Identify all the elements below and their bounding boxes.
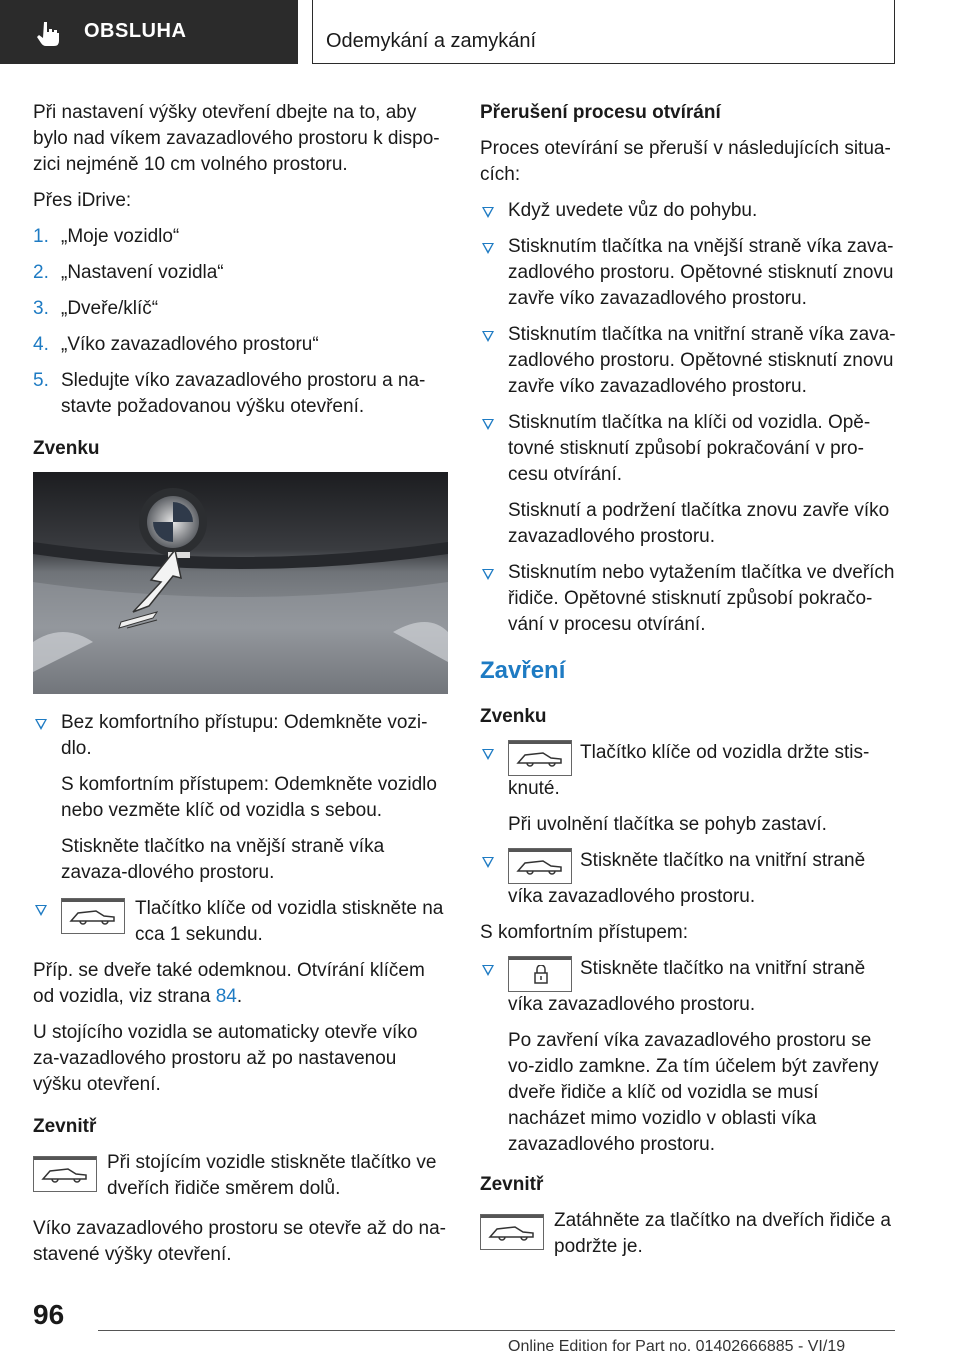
bullet-triangle-icon	[35, 905, 47, 916]
heading-zevnitr-right: Zevnitř	[480, 1174, 544, 1195]
heading-interrupt: Přerušení procesu otvírání	[480, 102, 721, 123]
heading-zvenku: Zvenku	[33, 438, 100, 459]
bullet-triangle-icon	[35, 719, 47, 730]
list-item: Stisknutím tlačítka na vnější straně víka zava-zadlového prostoru. Opětovné stisknutí znovu zavře víko zavazadlového prostoru.	[480, 234, 898, 312]
list-item: Stiskněte tlačítko na vnitřní straně víka zavazadlového prostoru.	[480, 848, 898, 910]
intro-paragraph: Při nastavení výšky otevření dbejte na to, aby bylo nad víkem zavazadlového prostoru k dispo-zici nejméně 10 cm volného prostoru.	[33, 102, 440, 175]
comfort-label: S komfortním přístupem:	[480, 922, 689, 943]
car-trunk-icon	[61, 898, 125, 934]
list-item: 1. „Moje vozidlo“	[33, 226, 180, 247]
standing-paragraph: U stojícího vozidla se automaticky otevře víko za-vazadlového prostoru až po nastavenou výšku otevření.	[33, 1022, 418, 1095]
list-item: Tlačítko klíče od vozidla stiskněte na cca 1 sekundu.	[33, 896, 448, 948]
list-item: Stisknutím tlačítka na vnitřní straně víka zava-zadlového prostoru. Opětovné stisknutí znovu zavře víko zavazadlového prostoru.	[480, 322, 898, 400]
car-trunk-icon	[508, 848, 572, 884]
final-paragraph: Víko zavazadlového prostoru se otevře až do na-stavené výšky otevření.	[33, 1218, 446, 1265]
bullet-triangle-icon	[482, 331, 494, 342]
car-trunk-icon	[33, 1156, 97, 1192]
list-item: 2. „Nastavení vozidla“	[33, 262, 224, 283]
heading-zevnitr: Zevnitř	[33, 1116, 97, 1137]
page-number: 96	[33, 1299, 65, 1330]
interrupt-paragraph: Proces otevírání se přeruší v následujících situa-cích:	[480, 138, 891, 185]
section-label: OBSLUHA	[84, 20, 187, 42]
edition-text: Online Edition for Part no. 01402666885 - VI/19	[508, 1338, 846, 1355]
inside-instruction-right: Zatáhněte za tlačítko na dveřích řidiče a podržte je.	[480, 1208, 898, 1260]
list-item: Stiskněte tlačítko na vnitřní straně víka zavazadlového prostoru. Po zavření víka zavazadlového prostoru se vo-zidlo zamkne. Za tím účelem být zavřeny dveře řidiče a klíč od vozidla se musí nacházet mimo vozidlo v oblasti víka zavazadlového prostoru.	[480, 956, 898, 1158]
section-tab	[0, 0, 298, 64]
bullet-triangle-icon	[482, 857, 494, 868]
heading-zvenku-right: Zvenku	[480, 706, 547, 727]
footer-divider	[98, 1330, 895, 1331]
car-trunk-icon	[480, 1214, 544, 1250]
car-trunk-icon	[508, 740, 572, 776]
trunk-photo	[33, 472, 448, 694]
page-link[interactable]: 84	[215, 986, 237, 1007]
inside-instruction: Při stojícím vozidle stiskněte tlačítko ve dveřích řidiče směrem dolů.	[33, 1150, 448, 1202]
hand-pointer-icon	[36, 20, 64, 46]
alt-paragraph: Příp. se dveře také odemknou. Otvírání klíčem od vozidla, viz strana 84.	[33, 960, 425, 1007]
right-column	[480, 100, 898, 1270]
list-item: Stisknutím tlačítka na klíči od vozidla. Opě-tovné stisknutí způsobí pokračování v pro-cesu otvírání. Stisknutí a podržení tlačítka znovu zavře víko zavazadlového prostoru.	[480, 410, 898, 550]
page-header	[0, 0, 960, 66]
list-item: Stisknutím nebo vytažením tlačítka ve dveřích řidiče. Opětovné stisknutí způsobí pokračo-vání v procesu otvírání.	[480, 560, 898, 638]
list-item: 3. „Dveře/klíč“	[33, 298, 159, 319]
bullet-triangle-icon	[482, 749, 494, 760]
lock-icon	[508, 956, 572, 992]
list-item: Když uvedete vůz do pohybu.	[480, 198, 898, 224]
bullet-triangle-icon	[482, 207, 494, 218]
bullet-triangle-icon	[482, 243, 494, 254]
idrive-label: Přes iDrive:	[33, 190, 132, 211]
bullet-triangle-icon	[482, 419, 494, 430]
list-item: 4. „Víko zavazadlového prostoru“	[33, 334, 319, 355]
list-item: Bez komfortního přístupu: Odemkněte vozi-dlo. S komfortním přístupem: Odemkněte vozidlo nebo vezměte klíč od vozidla s sebou. Stiskněte tlačítko na vnější straně víka zavaza-dlového prostoru.	[33, 710, 448, 886]
chapter-title: Odemykání a zamykání	[326, 30, 537, 52]
list-item: 5. Sledujte víko zavazadlového prostoru a na-stavte požadovanou výšku otevření.	[33, 370, 426, 417]
bullet-triangle-icon	[482, 965, 494, 976]
list-item: Tlačítko klíče od vozidla držte stis-knuté. Při uvolnění tlačítka se pohyb zastaví.	[480, 740, 898, 838]
steps-list	[33, 224, 448, 420]
heading-close: Zavření	[480, 657, 566, 684]
bullet-triangle-icon	[482, 569, 494, 580]
left-column	[33, 100, 448, 1278]
